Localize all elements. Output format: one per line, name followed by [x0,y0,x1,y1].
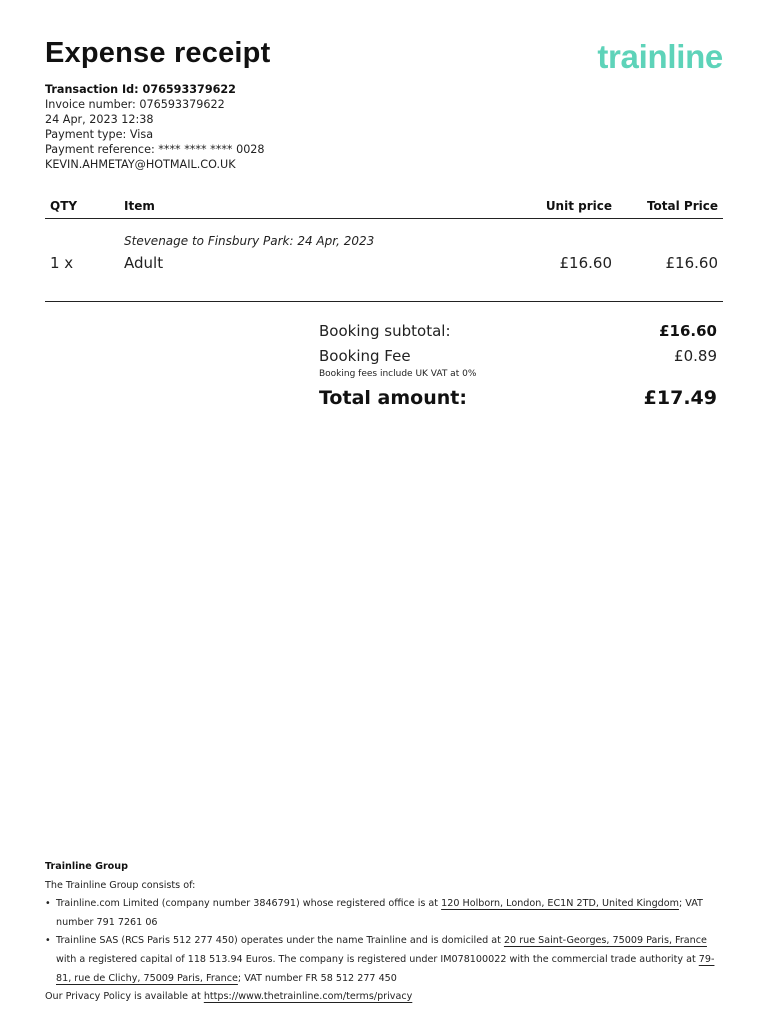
footer-intro: The Trainline Group consists of: [45,879,196,891]
total-row [319,387,717,417]
privacy-link[interactable]: https://www.thetrainline.com/terms/privacy [203,991,413,1003]
booking-fee-value: £0.89 [674,347,717,365]
customer-email: KEVIN.AHMETAY@HOTMAIL.CO.UK [45,158,236,171]
privacy-line [45,988,723,1007]
row-qty: 1 x [50,254,74,272]
company-list [45,895,723,988]
qty-header: QTY [50,199,78,213]
subtotal-row [319,322,717,347]
price-summary [319,322,717,417]
item-header: Item [124,199,155,213]
trainline-logo: trainline [597,38,723,75]
journey-route: Stevenage to Finsbury Park: 24 Apr, 2023 [124,234,375,248]
item2-text: Trainline SAS (RCS Paris 512 277 450) operates under the name Trainline and is domiciled at [56,935,504,947]
item1-vat: ; VAT number 791 7261 06 [56,898,703,928]
invoice-number: Invoice number: 076593379622 [45,98,225,111]
receipt-datetime: 24 Apr, 2023 12:38 [45,113,154,126]
company-footer [45,858,723,1007]
table-divider [45,301,723,302]
payment-reference: Payment reference: **** **** **** 0028 [45,143,265,156]
privacy-text: Our Privacy Policy is available at [45,991,204,1003]
paris-address-link[interactable]: 20 rue Saint-Georges, 75009 Paris, France [503,935,707,947]
receipt-page [45,0,723,1024]
booking-fee-row [319,347,717,372]
list-item [45,895,723,932]
transaction-id: Transaction Id: 076593379622 [45,83,236,96]
table-header [45,196,723,219]
total-price-header: Total Price [646,199,718,213]
receipt-meta [45,82,265,172]
item1-text: Trainline.com Limited (company number 3846791) whose registered office is at [56,898,442,910]
unit-price-header: Unit price [545,199,612,213]
total-value: £17.49 [643,387,717,409]
row-unit-price: £16.60 [559,254,612,272]
vat-note: Booking fees include UK VAT at 0% [319,369,477,379]
subtotal-label: Booking subtotal: [319,322,451,340]
booking-fee-label: Booking Fee [319,347,411,365]
page-title: Expense receipt [45,37,271,69]
row-item: Adult [124,254,164,272]
items-table [45,196,723,272]
total-label: Total amount: [319,387,467,409]
uk-address-link[interactable]: 120 Holborn, London, EC1N 2TD, United Kingdom [441,898,679,910]
footer-heading: Trainline Group [45,861,128,872]
item2-vat: ; VAT number FR 58 512 277 450 [237,972,397,984]
row-total-price: £16.60 [665,254,718,272]
list-item [45,932,723,988]
item2-capital: with a registered capital of 118 513.94 Euros. The company is registered under IM078100022 with the commercial trade authority at [56,953,699,965]
trade-authority-link[interactable]: 79-81, rue de Clichy, 75009 Paris, France [56,953,715,984]
subtotal-value: £16.60 [659,322,717,340]
payment-type: Payment type: Visa [45,128,154,141]
